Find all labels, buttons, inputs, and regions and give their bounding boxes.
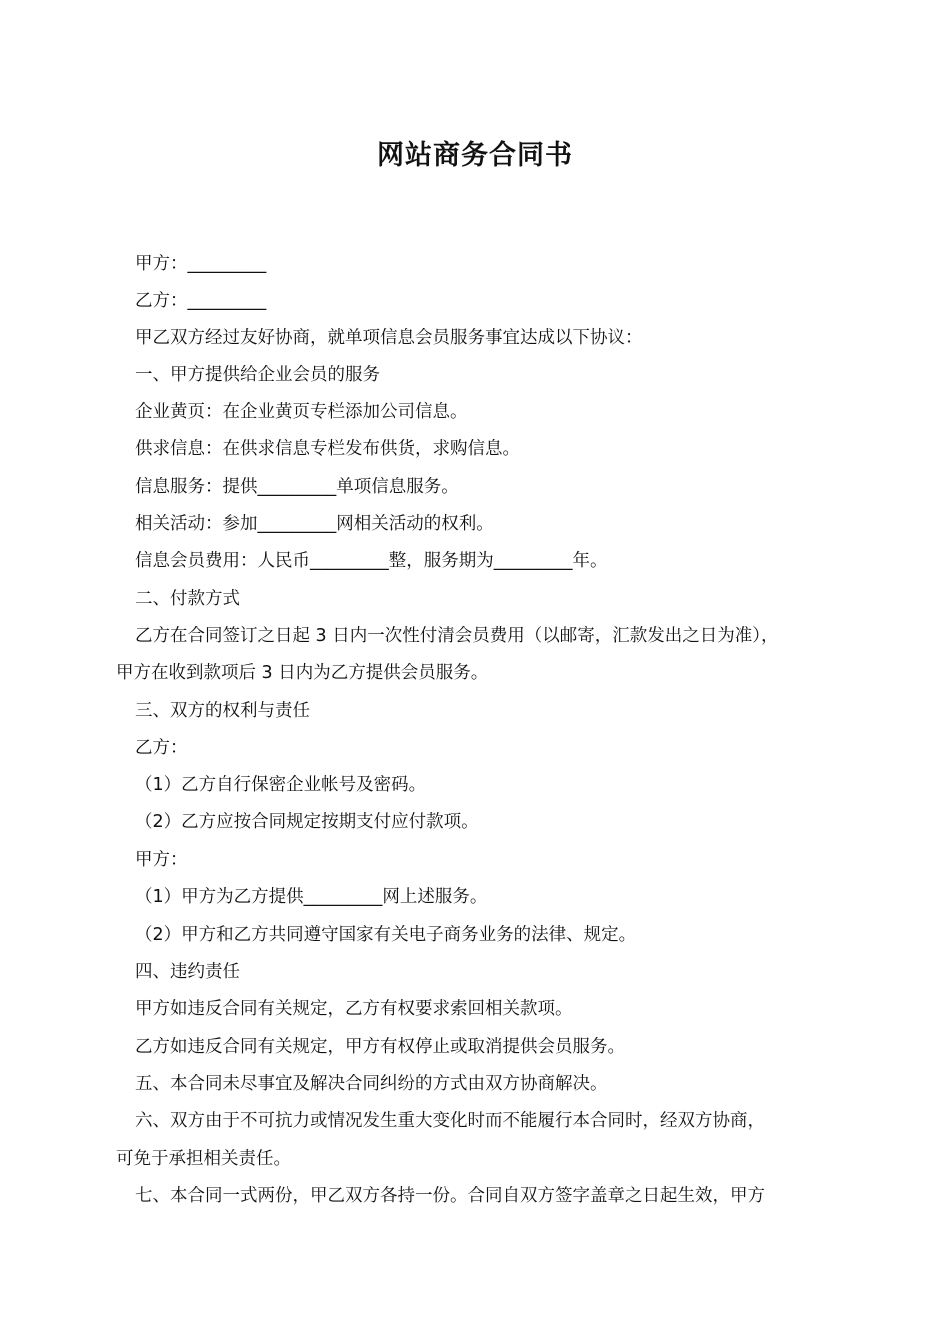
section-3-heading: 三、双方的权利与责任 [135,701,310,721]
party-b-line: 乙方：_________ [135,291,267,311]
preamble: 甲乙双方经过友好协商，就单项信息会员服务事宜达成以下协议： [135,328,643,348]
paragraph: 乙方如违反合同有关规定，甲方有权停止或取消提供会员服务。 [135,1037,625,1057]
paragraph-continuation: 可免于承担相关责任。 [116,1149,291,1169]
paragraph: 信息会员费用：人民币_________整，服务期为_________年。 [135,551,608,571]
paragraph: 相关活动：参加_________网相关活动的权利。 [135,514,494,534]
list-item: （2）甲方和乙方共同遵守国家有关电子商务业务的法律、规定。 [135,925,637,945]
paragraph: 甲方如违反合同有关规定，乙方有权要求索回相关款项。 [135,999,573,1019]
document-title: 网站商务合同书 [377,140,573,171]
paragraph: 供求信息：在供求信息专栏发布供货，求购信息。 [135,439,520,459]
paragraph: 信息服务：提供_________单项信息服务。 [135,477,459,497]
subheading: 乙方： [135,738,188,758]
section-5-heading: 五、本合同未尽事宜及解决合同纠纷的方式由双方协商解决。 [135,1074,608,1094]
section-7-heading: 七、本合同一式两份，甲乙双方各持一份。合同自双方签字盖章之日起生效，甲方 [135,1186,765,1206]
list-item: （1）乙方自行保密企业帐号及密码。 [135,775,427,795]
section-2-heading: 二、付款方式 [135,589,240,609]
list-item: （1）甲方为乙方提供_________网上述服务。 [135,887,488,907]
paragraph: 企业黄页：在企业黄页专栏添加公司信息。 [135,402,468,422]
list-item: （2）乙方应按合同规定按期支付应付款项。 [135,812,479,832]
section-4-heading: 四、违约责任 [135,962,240,982]
party-a-line: 甲方：_________ [135,254,267,274]
section-6-heading: 六、双方由于不可抗力或情况发生重大变化时而不能履行本合同时，经双方协商， [135,1111,765,1131]
subheading: 甲方： [135,850,188,870]
paragraph: 乙方在合同签订之日起 3 日内一次性付清会员费用（以邮寄，汇款发出之日为准）， [135,626,779,646]
paragraph-continuation: 甲方在收到款项后 3 日内为乙方提供会员服务。 [116,663,489,683]
section-1-heading: 一、甲方提供给企业会员的服务 [135,365,380,385]
